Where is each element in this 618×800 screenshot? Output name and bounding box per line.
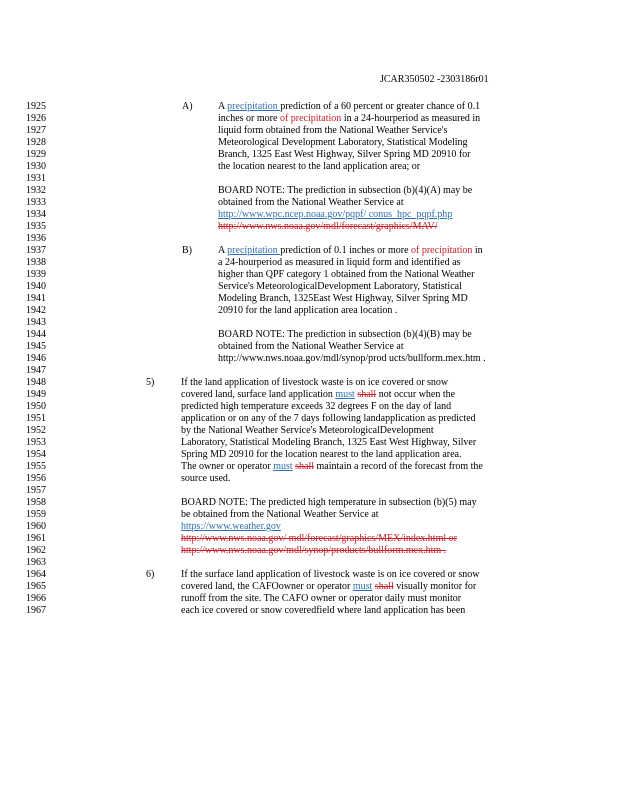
- line-number: 1941: [26, 293, 46, 304]
- line-number: 1954: [26, 449, 46, 460]
- line-number: 1945: [26, 341, 46, 352]
- text-line: be obtained from the National Weather Service at: [181, 509, 379, 520]
- text-line: 20910 for the land application area location .: [218, 305, 398, 316]
- deleted-text: shall: [295, 461, 315, 472]
- inserted-link[interactable]: https://www.weather.gov: [181, 521, 281, 532]
- line-number: 1950: [26, 401, 46, 412]
- text-line: application or on any of the 7 days following landapplication as predicted: [181, 413, 476, 424]
- inserted-link[interactable]: http://www.wpc.ncep.noaa.gov/pqpf/ conus_hpc_pqpf.php: [218, 209, 453, 220]
- line-number: 1948: [26, 377, 46, 388]
- line-number: 1962: [26, 545, 46, 556]
- text-line: A precipitation prediction of a 60 percent or greater chance of 0.1: [218, 101, 481, 112]
- line-number: 1937: [26, 245, 46, 256]
- line-number: 1929: [26, 149, 46, 160]
- document-header: JCAR350502 -2303186r01: [380, 74, 489, 85]
- text-line: a 24-hourperiod as measured in liquid form and identified as: [218, 257, 461, 268]
- line-number: 1928: [26, 137, 46, 148]
- text-line: The owner or operator must shall maintain a record of the forecast from the: [181, 461, 483, 472]
- text-line: Spring MD 20910 for the location nearest to the land application area.: [181, 449, 462, 460]
- line-number: 1966: [26, 593, 46, 604]
- text-line: predicted high temperature exceeds 32 degrees F on the day of land: [181, 401, 452, 412]
- text-line: liquid form obtained from the National Weather Service's: [218, 125, 448, 136]
- line-number: 1961: [26, 533, 46, 544]
- board-note: BOARD NOTE: The predicted high temperature in subsection (b)(5) may: [181, 497, 477, 508]
- line-number: 1963: [26, 557, 46, 568]
- text-line: If the surface land application of livestock waste is on ice covered or snow: [181, 569, 480, 580]
- line-number: 1960: [26, 521, 46, 532]
- line-number: 1932: [26, 185, 46, 196]
- text-line: Meteorological Development Laboratory, Statistical Modeling: [218, 137, 468, 148]
- line-number: 1965: [26, 581, 46, 592]
- line-number: 1930: [26, 161, 46, 172]
- board-note: BOARD NOTE: The prediction in subsection (b)(4)(A) may be: [218, 185, 473, 196]
- line-number: 1938: [26, 257, 46, 268]
- deleted-text: shall: [357, 389, 377, 400]
- line-number: 1934: [26, 209, 46, 220]
- inserted-text: of precipitation: [279, 113, 342, 124]
- line-number: 1927: [26, 125, 46, 136]
- deleted-text: shall: [374, 581, 394, 592]
- line-number: 1935: [26, 221, 46, 232]
- line-number: 1955: [26, 461, 46, 472]
- line-number: 1952: [26, 425, 46, 436]
- text-line: runoff from the site. The CAFO owner or operator daily must monitor: [181, 593, 462, 604]
- line-number: 1940: [26, 281, 46, 292]
- text-line: inches or more of precipitation in a 24-hourperiod as measured in: [218, 113, 481, 124]
- text-line: A precipitation prediction of 0.1 inches or more of precipitation in: [218, 245, 483, 256]
- text-line: source used.: [181, 473, 231, 484]
- item-label-b: B): [182, 245, 192, 256]
- inserted-text: must: [335, 389, 355, 400]
- line-number: 1959: [26, 509, 46, 520]
- text-line: obtained from the National Weather Service at: [218, 341, 404, 352]
- deleted-link: http://www.nws.noaa.gov/mdl/synop/products/bullform.mex.htm .: [181, 545, 447, 556]
- text-line: Laboratory, Statistical Modeling Branch, 1325 East West Highway, Silver: [181, 437, 477, 448]
- text-line: each ice covered or snow coveredfield where land application has been: [181, 605, 466, 616]
- inserted-text: precipitation: [227, 245, 281, 256]
- line-number: 1944: [26, 329, 46, 340]
- text-line: the location nearest to the land application area; or: [218, 161, 421, 172]
- inserted-text: of precipitation: [411, 245, 473, 256]
- text-line: covered land, the CAFOowner or operator must shall visually monitor for: [181, 581, 477, 592]
- item-label-a: A): [182, 101, 193, 112]
- item-label-5: 5): [146, 377, 155, 388]
- text-line: If the land application of livestock waste is on ice covered or snow: [181, 377, 449, 388]
- deleted-link: http://www.nws.noaa.gov/mdl/forecast/graphics/MAV/: [218, 221, 438, 232]
- line-number: 1939: [26, 269, 46, 280]
- line-number: 1957: [26, 485, 46, 496]
- line-number: 1949: [26, 389, 46, 400]
- line-number: 1967: [26, 605, 46, 616]
- board-note: BOARD NOTE: The prediction in subsection (b)(4)(B) may be: [218, 329, 472, 340]
- line-number: 1926: [26, 113, 46, 124]
- deleted-link: http://www.nws.noaa.gov/ mdl/forecast/graphics/MEX/index.html or: [181, 533, 457, 544]
- inserted-text: precipitation: [227, 101, 281, 112]
- item-label-6: 6): [146, 569, 155, 580]
- line-number: 1943: [26, 317, 46, 328]
- line-number: 1956: [26, 473, 46, 484]
- line-number: 1946: [26, 353, 46, 364]
- line-number: 1933: [26, 197, 46, 208]
- line-number: 1942: [26, 305, 46, 316]
- line-number: 1947: [26, 365, 46, 376]
- line-number: 1958: [26, 497, 46, 508]
- line-number: 1931: [26, 173, 46, 184]
- text-line: covered land, surface land application must shall not occur when the: [181, 389, 456, 400]
- line-number: 1925: [26, 101, 46, 112]
- line-number: 1951: [26, 413, 46, 424]
- text-line: by the National Weather Service's MeteorologicalDevelopment: [181, 425, 434, 436]
- line-number: 1964: [26, 569, 46, 580]
- text-line: higher than QPF category 1 obtained from the National Weather: [218, 269, 475, 280]
- text-line: http://www.nws.noaa.gov/mdl/synop/prod ucts/bullform.mex.htm .: [218, 353, 486, 364]
- text-line: Modeling Branch, 1325East West Highway, Silver Spring MD: [218, 293, 468, 304]
- text-line: Branch, 1325 East West Highway, Silver Spring MD 20910 for: [218, 149, 471, 160]
- inserted-text: must: [273, 461, 293, 472]
- line-number: 1936: [26, 233, 46, 244]
- text-line: Service's MeteorologicalDevelopment Laboratory, Statistical: [218, 281, 462, 292]
- inserted-text: must: [352, 581, 373, 592]
- line-number: 1953: [26, 437, 46, 448]
- text-line: obtained from the National Weather Service at: [218, 197, 404, 208]
